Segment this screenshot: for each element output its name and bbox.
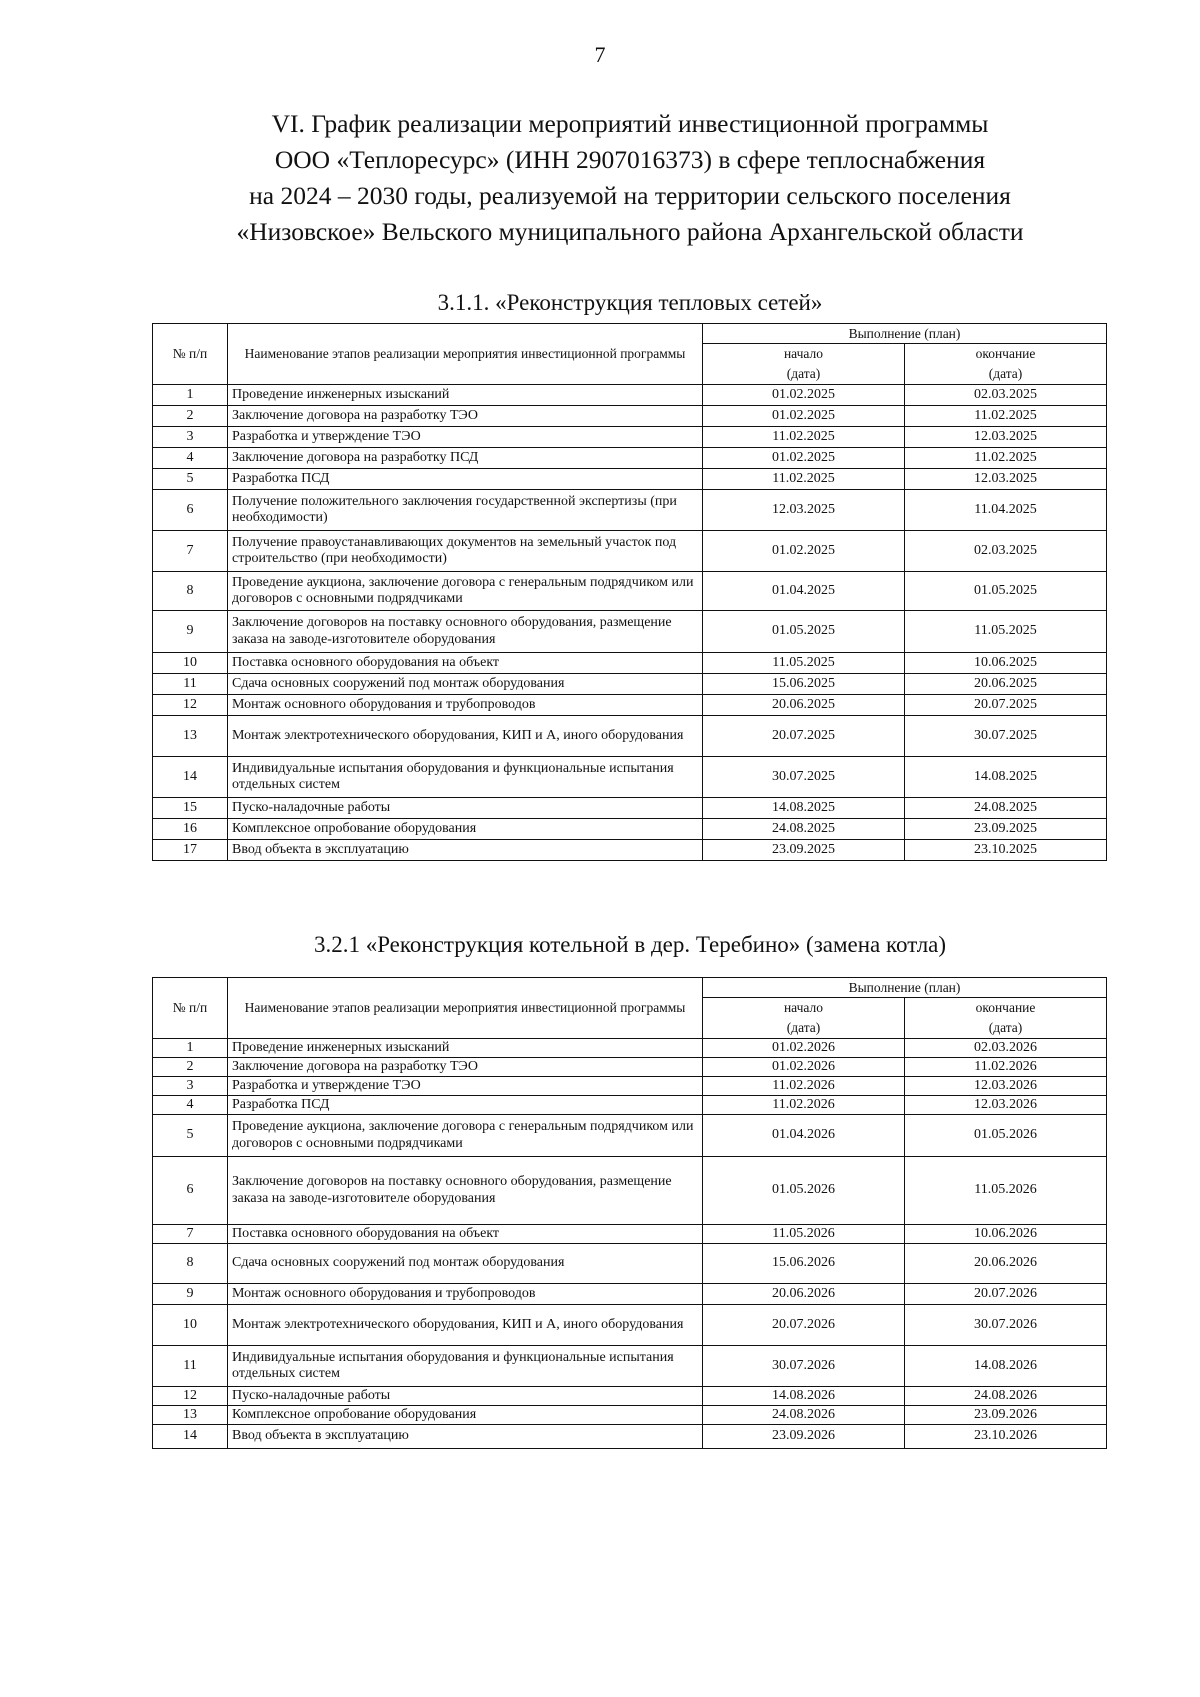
row-end-date: 10.06.2026	[905, 1225, 1107, 1244]
row-number: 3	[153, 427, 228, 448]
row-stage-name: Сдача основных сооружений под монтаж оборудования	[228, 674, 703, 695]
row-start-date: 11.02.2025	[703, 469, 905, 490]
row-number: 8	[153, 572, 228, 611]
row-start-date: 01.02.2025	[703, 385, 905, 406]
row-stage-name: Поставка основного оборудования на объект	[228, 1225, 703, 1244]
title-line: ООО «Теплоресурс» (ИНН 2907016373) в сфере теплоснабжения	[274, 145, 986, 174]
row-stage-name: Разработка и утверждение ТЭО	[228, 1077, 703, 1096]
table-row	[153, 406, 1107, 427]
table-row	[153, 716, 1107, 757]
table-row	[153, 757, 1107, 798]
row-start-date: 01.02.2025	[703, 531, 905, 572]
table-row	[153, 1244, 1107, 1284]
row-start-date: 01.02.2025	[703, 406, 905, 427]
row-stage-name: Монтаж электротехнического оборудования, КИП и А, иного оборудования	[228, 1305, 703, 1346]
row-end-date: 20.07.2026	[905, 1284, 1107, 1305]
row-number: 4	[153, 448, 228, 469]
header-start	[703, 344, 905, 385]
row-number: 2	[153, 1058, 228, 1077]
row-end-date: 20.07.2025	[905, 695, 1107, 716]
header-end	[905, 344, 1107, 385]
row-number: 5	[153, 1115, 228, 1157]
row-stage-name: Проведение инженерных изысканий	[228, 1039, 703, 1058]
row-start-date: 20.06.2025	[703, 695, 905, 716]
row-start-date: 23.09.2025	[703, 840, 905, 861]
row-start-date: 11.05.2025	[703, 653, 905, 674]
row-end-date: 30.07.2025	[905, 716, 1107, 757]
row-start-date: 14.08.2025	[703, 798, 905, 819]
row-end-date: 11.05.2025	[905, 611, 1107, 653]
header-end-label: окончание	[975, 346, 1036, 361]
row-start-date: 01.02.2025	[703, 448, 905, 469]
row-start-date: 15.06.2025	[703, 674, 905, 695]
row-number: 2	[153, 406, 228, 427]
row-end-date: 02.03.2025	[905, 531, 1107, 572]
row-start-date: 01.02.2026	[703, 1039, 905, 1058]
row-number: 7	[153, 1225, 228, 1244]
row-number: 4	[153, 1096, 228, 1115]
row-stage-name: Индивидуальные испытания оборудования и функциональные испытания отдельных систем	[228, 757, 703, 798]
row-stage-name: Заключение договоров на поставку основного оборудования, размещение заказа на заводе-изготовителе оборудования	[228, 611, 703, 653]
table-body	[153, 1039, 1107, 1449]
table-row	[153, 1157, 1107, 1225]
row-end-date: 23.09.2026	[905, 1406, 1107, 1425]
row-end-date: 12.03.2025	[905, 469, 1107, 490]
row-number: 5	[153, 469, 228, 490]
row-start-date: 01.05.2026	[703, 1157, 905, 1225]
row-end-date: 23.10.2025	[905, 840, 1107, 861]
row-number: 11	[153, 674, 228, 695]
header-start-sub: (дата)	[786, 366, 821, 381]
table-row	[153, 1305, 1107, 1346]
table-row	[153, 1225, 1107, 1244]
row-number: 13	[153, 716, 228, 757]
row-end-date: 23.10.2026	[905, 1425, 1107, 1449]
row-number: 12	[153, 1387, 228, 1406]
row-stage-name: Разработка ПСД	[228, 1096, 703, 1115]
row-end-date: 11.02.2025	[905, 406, 1107, 427]
table-row	[153, 1284, 1107, 1305]
table-row	[153, 695, 1107, 716]
header-name: Наименование этапов реализации мероприятия инвестиционной программы	[228, 324, 703, 385]
row-start-date: 14.08.2026	[703, 1387, 905, 1406]
schedule-table	[152, 977, 1107, 1449]
row-start-date: 11.05.2026	[703, 1225, 905, 1244]
table-row	[153, 448, 1107, 469]
row-number: 15	[153, 798, 228, 819]
row-end-date: 11.04.2025	[905, 490, 1107, 531]
header-start	[703, 998, 905, 1039]
row-number: 10	[153, 1305, 228, 1346]
row-start-date: 23.09.2026	[703, 1425, 905, 1449]
table-row	[153, 1058, 1107, 1077]
row-stage-name: Монтаж электротехнического оборудования, КИП и А, иного оборудования	[228, 716, 703, 757]
row-end-date: 30.07.2026	[905, 1305, 1107, 1346]
row-start-date: 24.08.2026	[703, 1406, 905, 1425]
row-stage-name: Поставка основного оборудования на объект	[228, 653, 703, 674]
row-start-date: 30.07.2025	[703, 757, 905, 798]
row-stage-name: Получение положительного заключения государственной экспертизы (при необходимости)	[228, 490, 703, 531]
row-number: 13	[153, 1406, 228, 1425]
row-number: 7	[153, 531, 228, 572]
table-row	[153, 1425, 1107, 1449]
row-number: 3	[153, 1077, 228, 1096]
row-start-date: 01.02.2026	[703, 1058, 905, 1077]
row-stage-name: Пуско-наладочные работы	[228, 798, 703, 819]
section-heading: 3.1.1. «Реконструкция тепловых сетей»	[437, 290, 823, 315]
row-start-date: 20.07.2026	[703, 1305, 905, 1346]
header-start-label: начало	[783, 346, 824, 361]
row-end-date: 01.05.2025	[905, 572, 1107, 611]
row-start-date: 11.02.2026	[703, 1096, 905, 1115]
document-title	[150, 106, 1110, 250]
row-end-date: 02.03.2026	[905, 1039, 1107, 1058]
row-end-date: 12.03.2026	[905, 1096, 1107, 1115]
row-start-date: 01.04.2025	[703, 572, 905, 611]
row-end-date: 11.05.2026	[905, 1157, 1107, 1225]
row-stage-name: Сдача основных сооружений под монтаж оборудования	[228, 1244, 703, 1284]
row-number: 9	[153, 611, 228, 653]
row-stage-name: Проведение аукциона, заключение договора с генеральным подрядчиком или договоров с основными подрядчиками	[228, 1115, 703, 1157]
row-end-date: 24.08.2025	[905, 798, 1107, 819]
row-stage-name: Индивидуальные испытания оборудования и функциональные испытания отдельных систем	[228, 1346, 703, 1387]
header-end-sub: (дата)	[988, 1020, 1023, 1035]
row-end-date: 01.05.2026	[905, 1115, 1107, 1157]
title-line: «Низовское» Вельского муниципального района Архангельской области	[236, 217, 1024, 246]
row-start-date: 11.02.2025	[703, 427, 905, 448]
row-start-date: 15.06.2026	[703, 1244, 905, 1284]
row-end-date: 10.06.2025	[905, 653, 1107, 674]
table-row	[153, 1115, 1107, 1157]
table-body	[153, 385, 1107, 861]
row-number: 12	[153, 695, 228, 716]
table-row	[153, 1039, 1107, 1058]
table-row	[153, 1346, 1107, 1387]
table-row	[153, 1387, 1107, 1406]
row-number: 14	[153, 757, 228, 798]
row-number: 16	[153, 819, 228, 840]
row-end-date: 20.06.2026	[905, 1244, 1107, 1284]
row-end-date: 12.03.2026	[905, 1077, 1107, 1096]
row-end-date: 23.09.2025	[905, 819, 1107, 840]
table-row	[153, 611, 1107, 653]
row-stage-name: Проведение инженерных изысканий	[228, 385, 703, 406]
row-stage-name: Проведение аукциона, заключение договора с генеральным подрядчиком или договоров с основными подрядчиками	[228, 572, 703, 611]
header-end-label: окончание	[975, 1000, 1036, 1015]
row-stage-name: Комплексное опробование оборудования	[228, 819, 703, 840]
header-start-sub: (дата)	[786, 1020, 821, 1035]
row-number: 11	[153, 1346, 228, 1387]
header-num: № п/п	[153, 324, 228, 385]
row-stage-name: Получение правоустанавливающих документов на земельный участок под строительство (при необходимости)	[228, 531, 703, 572]
row-number: 17	[153, 840, 228, 861]
table-row	[153, 469, 1107, 490]
row-stage-name: Разработка и утверждение ТЭО	[228, 427, 703, 448]
title-line: на 2024 – 2030 годы, реализуемой на территории сельского поселения	[249, 181, 1011, 210]
page-number: 7	[594, 42, 606, 67]
row-number: 1	[153, 385, 228, 406]
row-end-date: 02.03.2025	[905, 385, 1107, 406]
header-name: Наименование этапов реализации мероприятия инвестиционной программы	[228, 978, 703, 1039]
row-stage-name: Комплексное опробование оборудования	[228, 1406, 703, 1425]
row-start-date: 11.02.2026	[703, 1077, 905, 1096]
table-row	[153, 490, 1107, 531]
header-end-sub: (дата)	[988, 366, 1023, 381]
row-start-date: 01.05.2025	[703, 611, 905, 653]
row-stage-name: Разработка ПСД	[228, 469, 703, 490]
header-execution: Выполнение (план)	[703, 324, 1107, 344]
table-row	[153, 819, 1107, 840]
title-line: VI. График реализации мероприятий инвестиционной программы	[271, 109, 989, 138]
row-stage-name: Заключение договоров на поставку основного оборудования, размещение заказа на заводе-изготовителе оборудования	[228, 1157, 703, 1225]
row-start-date: 30.07.2026	[703, 1346, 905, 1387]
row-stage-name: Монтаж основного оборудования и трубопроводов	[228, 695, 703, 716]
row-end-date: 24.08.2026	[905, 1387, 1107, 1406]
table-row	[153, 427, 1107, 448]
schedule-table	[152, 323, 1107, 861]
table-row	[153, 840, 1107, 861]
table-row	[153, 385, 1107, 406]
row-start-date: 01.04.2026	[703, 1115, 905, 1157]
row-start-date: 12.03.2025	[703, 490, 905, 531]
row-number: 1	[153, 1039, 228, 1058]
header-execution: Выполнение (план)	[703, 978, 1107, 998]
row-end-date: 11.02.2026	[905, 1058, 1107, 1077]
row-start-date: 20.06.2026	[703, 1284, 905, 1305]
row-number: 9	[153, 1284, 228, 1305]
row-end-date: 11.02.2025	[905, 448, 1107, 469]
row-stage-name: Монтаж основного оборудования и трубопроводов	[228, 1284, 703, 1305]
row-number: 6	[153, 490, 228, 531]
table-row	[153, 1077, 1107, 1096]
header-start-label: начало	[783, 1000, 824, 1015]
table-row	[153, 798, 1107, 819]
header-num: № п/п	[153, 978, 228, 1039]
table-row	[153, 1406, 1107, 1425]
row-stage-name: Ввод объекта в эксплуатацию	[228, 1425, 703, 1449]
row-number: 10	[153, 653, 228, 674]
row-stage-name: Заключение договора на разработку ТЭО	[228, 406, 703, 427]
header-end	[905, 998, 1107, 1039]
row-stage-name: Заключение договора на разработку ТЭО	[228, 1058, 703, 1077]
table-row	[153, 1096, 1107, 1115]
row-end-date: 14.08.2025	[905, 757, 1107, 798]
table-row	[153, 531, 1107, 572]
row-stage-name: Пуско-наладочные работы	[228, 1387, 703, 1406]
table-row	[153, 653, 1107, 674]
row-end-date: 14.08.2026	[905, 1346, 1107, 1387]
row-stage-name: Заключение договора на разработку ПСД	[228, 448, 703, 469]
section-heading: 3.2.1 «Реконструкция котельной в дер. Теребино» (замена котла)	[313, 932, 947, 957]
row-number: 8	[153, 1244, 228, 1284]
row-stage-name: Ввод объекта в эксплуатацию	[228, 840, 703, 861]
row-end-date: 12.03.2025	[905, 427, 1107, 448]
row-start-date: 24.08.2025	[703, 819, 905, 840]
row-number: 14	[153, 1425, 228, 1449]
row-number: 6	[153, 1157, 228, 1225]
table-row	[153, 572, 1107, 611]
table-row	[153, 674, 1107, 695]
row-start-date: 20.07.2025	[703, 716, 905, 757]
row-end-date: 20.06.2025	[905, 674, 1107, 695]
